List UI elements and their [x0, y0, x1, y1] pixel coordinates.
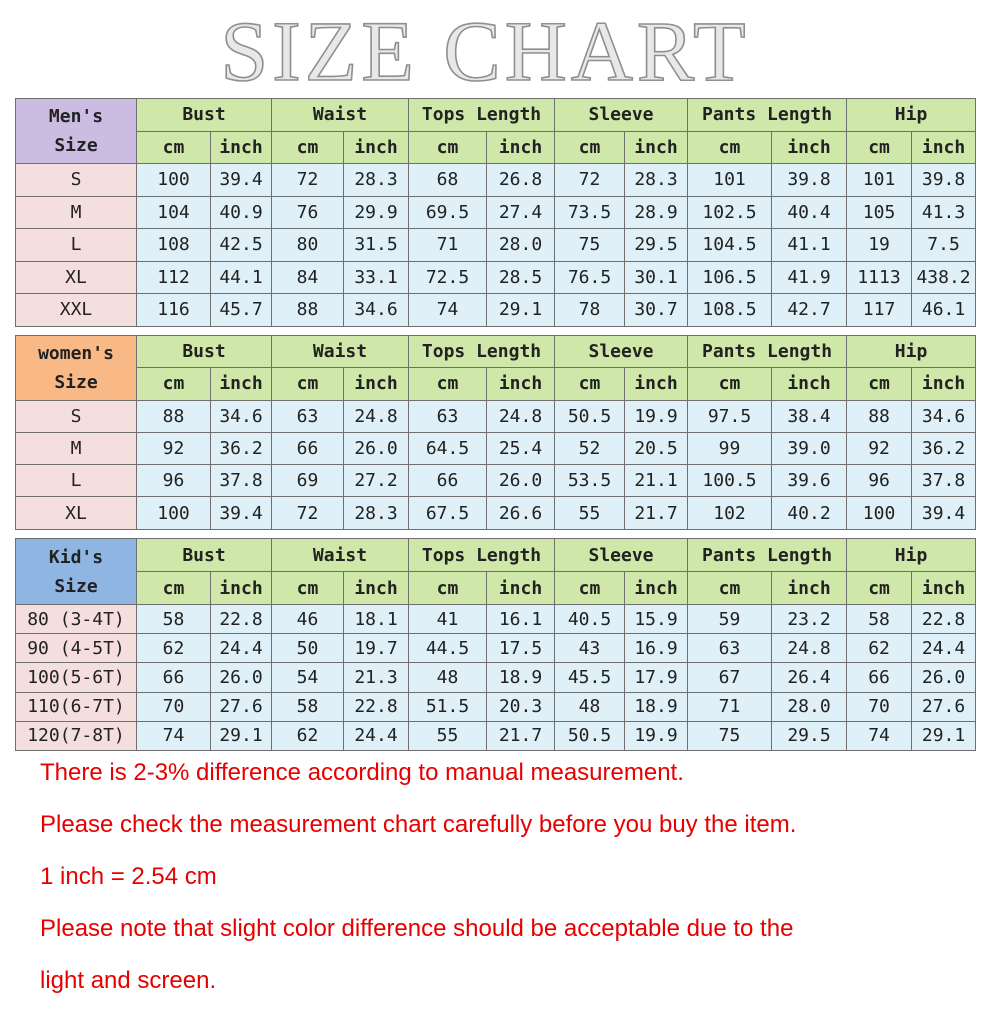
- value-cell: 39.4: [211, 164, 272, 197]
- note-line: Please check the measurement chart carefully before you buy the item.: [40, 811, 797, 838]
- value-cell: 40.5: [555, 605, 625, 634]
- value-cell: 62: [272, 721, 344, 750]
- value-cell: 17.5: [487, 634, 555, 663]
- value-cell: 74: [409, 294, 487, 327]
- page-title: SIZE CHART: [220, 3, 750, 99]
- size-cell: S: [16, 400, 137, 432]
- unit-header: inch: [344, 368, 409, 400]
- value-cell: 52: [555, 432, 625, 464]
- unit-header: cm: [409, 368, 487, 400]
- value-cell: 30.7: [625, 294, 688, 327]
- value-cell: 100.5: [688, 465, 772, 497]
- size-cell: 90 (4-5T): [16, 634, 137, 663]
- value-cell: 66: [847, 663, 912, 692]
- value-cell: 27.4: [487, 196, 555, 229]
- unit-header: cm: [555, 131, 625, 164]
- value-cell: 19.7: [344, 634, 409, 663]
- unit-header: inch: [772, 572, 847, 605]
- value-cell: 72: [272, 497, 344, 529]
- value-cell: 7.5: [912, 229, 976, 262]
- value-cell: 78: [555, 294, 625, 327]
- table-row: [16, 721, 976, 750]
- value-cell: 24.8: [344, 400, 409, 432]
- value-cell: 24.8: [487, 400, 555, 432]
- value-cell: 96: [847, 465, 912, 497]
- unit-row: [16, 131, 976, 164]
- unit-header: inch: [344, 131, 409, 164]
- value-cell: 23.2: [772, 605, 847, 634]
- label-line: Size: [54, 135, 98, 156]
- unit-header: inch: [625, 368, 688, 400]
- value-cell: 43: [555, 634, 625, 663]
- value-cell: 42.7: [772, 294, 847, 327]
- unit-header: inch: [912, 572, 976, 605]
- value-cell: 22.8: [344, 692, 409, 721]
- size-cell: XXL: [16, 294, 137, 327]
- value-cell: 29.1: [211, 721, 272, 750]
- value-cell: 84: [272, 261, 344, 294]
- value-cell: 18.9: [625, 692, 688, 721]
- value-cell: 28.9: [625, 196, 688, 229]
- value-cell: 37.8: [912, 465, 976, 497]
- table-row: [16, 294, 976, 327]
- value-cell: 41.3: [912, 196, 976, 229]
- value-cell: 102: [688, 497, 772, 529]
- value-cell: 73.5: [555, 196, 625, 229]
- value-cell: 29.1: [912, 721, 976, 750]
- value-cell: 104.5: [688, 229, 772, 262]
- size-cell: 80 (3-4T): [16, 605, 137, 634]
- column-header: Bust: [137, 539, 272, 572]
- value-cell: 100: [847, 497, 912, 529]
- value-cell: 74: [137, 721, 211, 750]
- value-cell: 66: [272, 432, 344, 464]
- value-cell: 26.0: [344, 432, 409, 464]
- value-cell: 67: [688, 663, 772, 692]
- unit-header: cm: [272, 368, 344, 400]
- value-cell: 26.0: [912, 663, 976, 692]
- unit-header: inch: [211, 368, 272, 400]
- unit-header: cm: [409, 572, 487, 605]
- value-cell: 21.3: [344, 663, 409, 692]
- size-cell: 110(6-7T): [16, 692, 137, 721]
- column-header: Pants Length: [688, 336, 847, 368]
- value-cell: 16.1: [487, 605, 555, 634]
- value-cell: 438.2: [912, 261, 976, 294]
- value-cell: 24.4: [344, 721, 409, 750]
- value-cell: 39.6: [772, 465, 847, 497]
- value-cell: 63: [409, 400, 487, 432]
- table-row: [16, 663, 976, 692]
- size-cell: 120(7-8T): [16, 721, 137, 750]
- value-cell: 24.4: [211, 634, 272, 663]
- unit-header: cm: [272, 572, 344, 605]
- header-row: [16, 336, 976, 368]
- value-cell: 92: [847, 432, 912, 464]
- note-line: There is 2-3% difference according to manual measurement.: [40, 759, 684, 786]
- notes: [40, 752, 980, 1012]
- unit-header: inch: [772, 131, 847, 164]
- size-cell: L: [16, 465, 137, 497]
- size-cell: XL: [16, 261, 137, 294]
- value-cell: 53.5: [555, 465, 625, 497]
- value-cell: 92: [137, 432, 211, 464]
- value-cell: 41.1: [772, 229, 847, 262]
- value-cell: 28.3: [344, 497, 409, 529]
- value-cell: 101: [688, 164, 772, 197]
- value-cell: 54: [272, 663, 344, 692]
- size-group-label: [16, 539, 137, 605]
- unit-header: inch: [625, 572, 688, 605]
- value-cell: 88: [847, 400, 912, 432]
- unit-header: cm: [272, 131, 344, 164]
- column-header: Hip: [847, 336, 976, 368]
- value-cell: 63: [272, 400, 344, 432]
- value-cell: 36.2: [912, 432, 976, 464]
- value-cell: 28.5: [487, 261, 555, 294]
- value-cell: 50: [272, 634, 344, 663]
- value-cell: 21.7: [625, 497, 688, 529]
- value-cell: 26.8: [487, 164, 555, 197]
- value-cell: 88: [272, 294, 344, 327]
- unit-header: inch: [487, 368, 555, 400]
- unit-header: inch: [344, 572, 409, 605]
- unit-header: cm: [688, 368, 772, 400]
- value-cell: 50.5: [555, 400, 625, 432]
- value-cell: 74: [847, 721, 912, 750]
- value-cell: 63: [688, 634, 772, 663]
- column-header: Hip: [847, 99, 976, 132]
- value-cell: 48: [555, 692, 625, 721]
- label-line: Size: [54, 575, 98, 597]
- value-cell: 72: [555, 164, 625, 197]
- value-cell: 24.8: [772, 634, 847, 663]
- size-cell: M: [16, 432, 137, 464]
- value-cell: 29.5: [772, 721, 847, 750]
- value-cell: 71: [688, 692, 772, 721]
- value-cell: 29.9: [344, 196, 409, 229]
- value-cell: 69: [272, 465, 344, 497]
- value-cell: 75: [688, 721, 772, 750]
- table-row: [16, 229, 976, 262]
- unit-header: cm: [137, 368, 211, 400]
- note-line: light and screen.: [40, 967, 217, 994]
- value-cell: 80: [272, 229, 344, 262]
- unit-header: cm: [847, 572, 912, 605]
- value-cell: 75: [555, 229, 625, 262]
- value-cell: 116: [137, 294, 211, 327]
- value-cell: 28.3: [344, 164, 409, 197]
- value-cell: 88: [137, 400, 211, 432]
- value-cell: 108.5: [688, 294, 772, 327]
- value-cell: 96: [137, 465, 211, 497]
- column-header: Sleeve: [555, 539, 688, 572]
- value-cell: 19.9: [625, 721, 688, 750]
- unit-header: cm: [847, 131, 912, 164]
- column-header: Tops Length: [409, 539, 555, 572]
- value-cell: 30.1: [625, 261, 688, 294]
- column-header: Hip: [847, 539, 976, 572]
- value-cell: 17.9: [625, 663, 688, 692]
- value-cell: 44.5: [409, 634, 487, 663]
- value-cell: 40.4: [772, 196, 847, 229]
- label-line: Kid's: [48, 546, 104, 568]
- value-cell: 44.1: [211, 261, 272, 294]
- table-row: [16, 605, 976, 634]
- size-cell: M: [16, 196, 137, 229]
- unit-header: cm: [688, 572, 772, 605]
- value-cell: 69.5: [409, 196, 487, 229]
- value-cell: 29.5: [625, 229, 688, 262]
- value-cell: 102.5: [688, 196, 772, 229]
- column-header: Sleeve: [555, 99, 688, 132]
- value-cell: 22.8: [912, 605, 976, 634]
- value-cell: 51.5: [409, 692, 487, 721]
- value-cell: 46.1: [912, 294, 976, 327]
- value-cell: 64.5: [409, 432, 487, 464]
- value-cell: 99: [688, 432, 772, 464]
- value-cell: 55: [409, 721, 487, 750]
- value-cell: 34.6: [344, 294, 409, 327]
- value-cell: 106.5: [688, 261, 772, 294]
- value-cell: 27.6: [912, 692, 976, 721]
- table-row: [16, 261, 976, 294]
- unit-header: cm: [555, 572, 625, 605]
- value-cell: 100: [137, 164, 211, 197]
- value-cell: 41.9: [772, 261, 847, 294]
- value-cell: 101: [847, 164, 912, 197]
- note-line: Please note that slight color difference should be acceptable due to the: [40, 915, 794, 942]
- value-cell: 39.8: [912, 164, 976, 197]
- column-header: Tops Length: [409, 336, 555, 368]
- value-cell: 58: [847, 605, 912, 634]
- value-cell: 58: [137, 605, 211, 634]
- size-group-label: [16, 336, 137, 401]
- value-cell: 31.5: [344, 229, 409, 262]
- size-cell: XL: [16, 497, 137, 529]
- mens-size-table: [15, 98, 976, 327]
- value-cell: 71: [409, 229, 487, 262]
- value-cell: 70: [847, 692, 912, 721]
- value-cell: 18.1: [344, 605, 409, 634]
- table-row: [16, 465, 976, 497]
- value-cell: 21.7: [487, 721, 555, 750]
- size-cell: 100(5-6T): [16, 663, 137, 692]
- table-row: [16, 164, 976, 197]
- unit-header: inch: [211, 572, 272, 605]
- size-cell: L: [16, 229, 137, 262]
- column-header: Tops Length: [409, 99, 555, 132]
- value-cell: 108: [137, 229, 211, 262]
- value-cell: 97.5: [688, 400, 772, 432]
- value-cell: 27.6: [211, 692, 272, 721]
- column-header: Waist: [272, 539, 409, 572]
- unit-header: inch: [772, 368, 847, 400]
- value-cell: 50.5: [555, 721, 625, 750]
- unit-header: inch: [625, 131, 688, 164]
- value-cell: 72.5: [409, 261, 487, 294]
- value-cell: 20.5: [625, 432, 688, 464]
- table-row: [16, 634, 976, 663]
- value-cell: 40.9: [211, 196, 272, 229]
- value-cell: 76: [272, 196, 344, 229]
- table-row: [16, 400, 976, 432]
- value-cell: 68: [409, 164, 487, 197]
- value-cell: 19.9: [625, 400, 688, 432]
- value-cell: 27.2: [344, 465, 409, 497]
- value-cell: 26.4: [772, 663, 847, 692]
- header-row: [16, 99, 976, 132]
- value-cell: 62: [137, 634, 211, 663]
- value-cell: 26.6: [487, 497, 555, 529]
- value-cell: 100: [137, 497, 211, 529]
- value-cell: 117: [847, 294, 912, 327]
- table-row: [16, 196, 976, 229]
- value-cell: 15.9: [625, 605, 688, 634]
- unit-header: cm: [137, 572, 211, 605]
- value-cell: 67.5: [409, 497, 487, 529]
- value-cell: 18.9: [487, 663, 555, 692]
- column-header: Sleeve: [555, 336, 688, 368]
- unit-row: [16, 368, 976, 400]
- value-cell: 45.7: [211, 294, 272, 327]
- value-cell: 39.4: [211, 497, 272, 529]
- value-cell: 29.1: [487, 294, 555, 327]
- size-group-label: [16, 99, 137, 164]
- value-cell: 39.8: [772, 164, 847, 197]
- unit-header: cm: [409, 131, 487, 164]
- column-header: Bust: [137, 336, 272, 368]
- value-cell: 66: [409, 465, 487, 497]
- value-cell: 72: [272, 164, 344, 197]
- value-cell: 39.4: [912, 497, 976, 529]
- header-row: [16, 539, 976, 572]
- value-cell: 66: [137, 663, 211, 692]
- value-cell: 59: [688, 605, 772, 634]
- value-cell: 58: [272, 692, 344, 721]
- table-row: [16, 432, 976, 464]
- value-cell: 36.2: [211, 432, 272, 464]
- value-cell: 42.5: [211, 229, 272, 262]
- column-header: Pants Length: [688, 539, 847, 572]
- value-cell: 26.0: [211, 663, 272, 692]
- label-line: women's: [38, 342, 114, 364]
- value-cell: 76.5: [555, 261, 625, 294]
- value-cell: 33.1: [344, 261, 409, 294]
- unit-header: inch: [487, 131, 555, 164]
- value-cell: 37.8: [211, 465, 272, 497]
- unit-header: cm: [137, 131, 211, 164]
- value-cell: 105: [847, 196, 912, 229]
- value-cell: 25.4: [487, 432, 555, 464]
- kids-size-table: [15, 538, 976, 751]
- unit-header: inch: [211, 131, 272, 164]
- column-header: Bust: [137, 99, 272, 132]
- value-cell: 104: [137, 196, 211, 229]
- value-cell: 26.0: [487, 465, 555, 497]
- column-header: Waist: [272, 336, 409, 368]
- value-cell: 38.4: [772, 400, 847, 432]
- value-cell: 16.9: [625, 634, 688, 663]
- size-cell: S: [16, 164, 137, 197]
- unit-header: inch: [487, 572, 555, 605]
- value-cell: 39.0: [772, 432, 847, 464]
- column-header: Pants Length: [688, 99, 847, 132]
- unit-header: cm: [555, 368, 625, 400]
- value-cell: 48: [409, 663, 487, 692]
- value-cell: 112: [137, 261, 211, 294]
- value-cell: 28.3: [625, 164, 688, 197]
- value-cell: 28.0: [772, 692, 847, 721]
- table-row: [16, 497, 976, 529]
- unit-header: inch: [912, 368, 976, 400]
- unit-header: cm: [847, 368, 912, 400]
- womens-size-table: [15, 335, 976, 530]
- value-cell: 40.2: [772, 497, 847, 529]
- column-header: Waist: [272, 99, 409, 132]
- label-line: Size: [54, 371, 98, 393]
- label-line: Men's: [48, 106, 104, 127]
- value-cell: 20.3: [487, 692, 555, 721]
- value-cell: 34.6: [912, 400, 976, 432]
- unit-header: cm: [688, 131, 772, 164]
- note-line: 1 inch = 2.54 cm: [40, 863, 217, 890]
- value-cell: 22.8: [211, 605, 272, 634]
- table-row: [16, 692, 976, 721]
- value-cell: 70: [137, 692, 211, 721]
- value-cell: 62: [847, 634, 912, 663]
- value-cell: 28.0: [487, 229, 555, 262]
- value-cell: 19: [847, 229, 912, 262]
- unit-row: [16, 572, 976, 605]
- value-cell: 41: [409, 605, 487, 634]
- value-cell: 1113: [847, 261, 912, 294]
- unit-header: inch: [912, 131, 976, 164]
- value-cell: 34.6: [211, 400, 272, 432]
- value-cell: 21.1: [625, 465, 688, 497]
- value-cell: 24.4: [912, 634, 976, 663]
- value-cell: 45.5: [555, 663, 625, 692]
- value-cell: 46: [272, 605, 344, 634]
- value-cell: 55: [555, 497, 625, 529]
